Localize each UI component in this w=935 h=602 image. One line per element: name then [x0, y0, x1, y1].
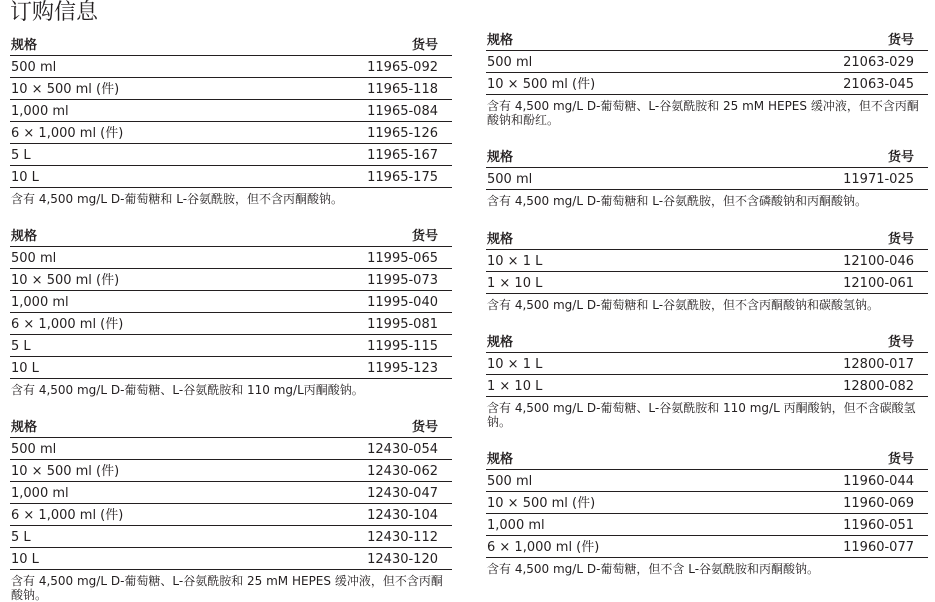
- spec-cell: 10 × 500 ml (件): [11, 273, 120, 288]
- catalog-number-cell: 11960-044: [843, 474, 914, 489]
- table-header-row: [10, 224, 452, 247]
- spec-cell: 1,000 ml: [487, 518, 545, 533]
- table-row: [486, 536, 928, 558]
- product-table: [486, 227, 928, 312]
- table-row: [486, 492, 928, 514]
- table-row: [10, 166, 452, 188]
- table-row: [10, 335, 452, 357]
- table-row: [10, 291, 452, 313]
- spec-cell: 10 L: [11, 361, 39, 376]
- formulation-note: 含有 4,500 mg/L D-葡萄糖、L-谷氨酰胺和 110 mg/L丙酮酸钠。: [11, 383, 364, 397]
- catalog-number-column-header: 货号: [887, 33, 914, 48]
- table-header-row: [486, 330, 928, 353]
- table-row: [10, 313, 452, 335]
- catalog-number-cell: 11960-077: [843, 540, 914, 555]
- spec-cell: 10 × 500 ml (件): [11, 82, 120, 97]
- product-table: [486, 28, 928, 127]
- table-row: [486, 168, 928, 190]
- spec-column-header: 规格: [487, 232, 514, 247]
- table-row: [486, 514, 928, 536]
- catalog-number-column-header: 货号: [411, 420, 438, 435]
- catalog-number-column-header: 货号: [887, 150, 914, 165]
- table-header-row: [10, 33, 452, 56]
- catalog-number-cell: 11995-081: [367, 317, 438, 332]
- catalog-number-column-header: 货号: [411, 229, 438, 244]
- table-header-row: [486, 28, 928, 51]
- table-row: [10, 78, 452, 100]
- catalog-number-cell: 11965-175: [367, 170, 438, 185]
- catalog-number-cell: 12100-046: [843, 254, 914, 269]
- spec-cell: 1,000 ml: [11, 104, 69, 119]
- spec-cell: 10 × 500 ml (件): [487, 496, 596, 511]
- table-header-row: [486, 145, 928, 168]
- table-header-row: [486, 447, 928, 470]
- spec-column-header: 规格: [487, 452, 514, 467]
- table-row: [486, 470, 928, 492]
- formulation-note: 含有 4,500 mg/L D-葡萄糖和 L-谷氨酰胺，但不含磷酸钠和丙酮酸钠。: [487, 194, 868, 208]
- catalog-number-cell: 21063-029: [843, 55, 914, 70]
- product-table: [486, 330, 928, 429]
- table-row: [10, 247, 452, 269]
- spec-cell: 6 × 1,000 ml (件): [11, 508, 124, 523]
- spec-cell: 500 ml: [11, 251, 57, 266]
- catalog-number-cell: 12800-082: [843, 379, 914, 394]
- table-row: [10, 56, 452, 78]
- formulation-note: 含有 4,500 mg/L D-葡萄糖、L-谷氨酰胺和 110 mg/L 丙酮酸钠，但不含碳酸氢钠。: [487, 401, 916, 429]
- spec-cell: 500 ml: [487, 172, 533, 187]
- formulation-note: 含有 4,500 mg/L D-葡萄糖，但不含 L-谷氨酰胺和丙酮酸钠。: [487, 562, 820, 576]
- catalog-number-cell: 11965-126: [367, 126, 438, 141]
- table-row: [486, 250, 928, 272]
- spec-cell: 5 L: [11, 148, 31, 163]
- spec-cell: 500 ml: [11, 60, 57, 75]
- table-header-row: [486, 227, 928, 250]
- formulation-note: 含有 4,500 mg/L D-葡萄糖和 L-谷氨酰胺，但不含丙酮酸钠。: [11, 192, 344, 206]
- table-row: [10, 144, 452, 166]
- catalog-number-cell: 11965-167: [367, 148, 438, 163]
- catalog-number-cell: 12430-104: [367, 508, 438, 523]
- product-table: [10, 415, 452, 602]
- table-row: [486, 51, 928, 73]
- product-table: [10, 224, 452, 397]
- table-row: [10, 100, 452, 122]
- catalog-number-column-header: 货号: [887, 452, 914, 467]
- spec-cell: 10 × 1 L: [487, 357, 543, 372]
- catalog-number-cell: 11995-065: [367, 251, 438, 266]
- spec-cell: 5 L: [11, 339, 31, 354]
- spec-cell: 10 L: [11, 170, 39, 185]
- table-row: [10, 122, 452, 144]
- catalog-number-cell: 12100-061: [843, 276, 914, 291]
- catalog-number-column-header: 货号: [411, 38, 438, 53]
- spec-column-header: 规格: [11, 38, 38, 53]
- catalog-number-column-header: 货号: [887, 335, 914, 350]
- table-row: [10, 269, 452, 291]
- spec-cell: 6 × 1,000 ml (件): [11, 126, 124, 141]
- catalog-number-cell: 11995-115: [367, 339, 438, 354]
- page-title: 订购信息: [10, 0, 99, 25]
- spec-cell: 1,000 ml: [11, 295, 69, 310]
- spec-column-header: 规格: [11, 420, 38, 435]
- catalog-number-cell: 12430-062: [367, 464, 438, 479]
- spec-column-header: 规格: [487, 335, 514, 350]
- spec-cell: 1 × 10 L: [487, 379, 543, 394]
- product-table: [10, 33, 452, 206]
- table-row: [10, 526, 452, 548]
- catalog-number-cell: 11965-092: [367, 60, 438, 75]
- catalog-number-cell: 11965-118: [367, 82, 438, 97]
- product-table: [486, 145, 928, 208]
- catalog-number-cell: 12430-054: [367, 442, 438, 457]
- table-header-row: [10, 415, 452, 438]
- spec-column-header: 规格: [11, 229, 38, 244]
- table-row: [10, 438, 452, 460]
- spec-cell: 1,000 ml: [11, 486, 69, 501]
- spec-cell: 10 × 500 ml (件): [11, 464, 120, 479]
- catalog-number-column-header: 货号: [887, 232, 914, 247]
- spec-column-header: 规格: [487, 150, 514, 165]
- spec-cell: 6 × 1,000 ml (件): [487, 540, 600, 555]
- table-row: [10, 357, 452, 379]
- catalog-number-cell: 11960-069: [843, 496, 914, 511]
- table-row: [10, 482, 452, 504]
- table-row: [10, 460, 452, 482]
- catalog-number-cell: 11960-051: [843, 518, 914, 533]
- catalog-number-cell: 12430-120: [367, 552, 438, 567]
- spec-cell: 6 × 1,000 ml (件): [11, 317, 124, 332]
- spec-column-header: 规格: [487, 33, 514, 48]
- spec-cell: 500 ml: [487, 55, 533, 70]
- catalog-number-cell: 11971-025: [843, 172, 914, 187]
- product-table: [486, 447, 928, 576]
- spec-cell: 500 ml: [11, 442, 57, 457]
- catalog-number-cell: 11995-073: [367, 273, 438, 288]
- catalog-number-cell: 11965-084: [367, 104, 438, 119]
- spec-cell: 10 L: [11, 552, 39, 567]
- catalog-number-cell: 12430-047: [367, 486, 438, 501]
- spec-cell: 10 × 1 L: [487, 254, 543, 269]
- formulation-note: 含有 4,500 mg/L D-葡萄糖和 L-谷氨酰胺，但不含丙酮酸钠和碳酸氢钠。: [487, 298, 880, 312]
- spec-cell: 5 L: [11, 530, 31, 545]
- catalog-number-cell: 11995-123: [367, 361, 438, 376]
- spec-cell: 10 × 500 ml (件): [487, 77, 596, 92]
- formulation-note: 含有 4,500 mg/L D-葡萄糖、L-谷氨酰胺和 25 mM HEPES 缓冲液，但不含丙酮酸钠。: [11, 574, 443, 602]
- spec-cell: 500 ml: [487, 474, 533, 489]
- table-row: [486, 353, 928, 375]
- table-row: [10, 504, 452, 526]
- table-row: [486, 272, 928, 294]
- formulation-note: 含有 4,500 mg/L D-葡萄糖、L-谷氨酰胺和 25 mM HEPES 缓冲液，但不含丙酮酸钠和酚红。: [487, 99, 919, 127]
- catalog-number-cell: 12800-017: [843, 357, 914, 372]
- spec-cell: 1 × 10 L: [487, 276, 543, 291]
- catalog-number-cell: 11995-040: [367, 295, 438, 310]
- table-row: [486, 375, 928, 397]
- table-row: [10, 548, 452, 570]
- catalog-number-cell: 21063-045: [843, 77, 914, 92]
- catalog-number-cell: 12430-112: [367, 530, 438, 545]
- table-row: [486, 73, 928, 95]
